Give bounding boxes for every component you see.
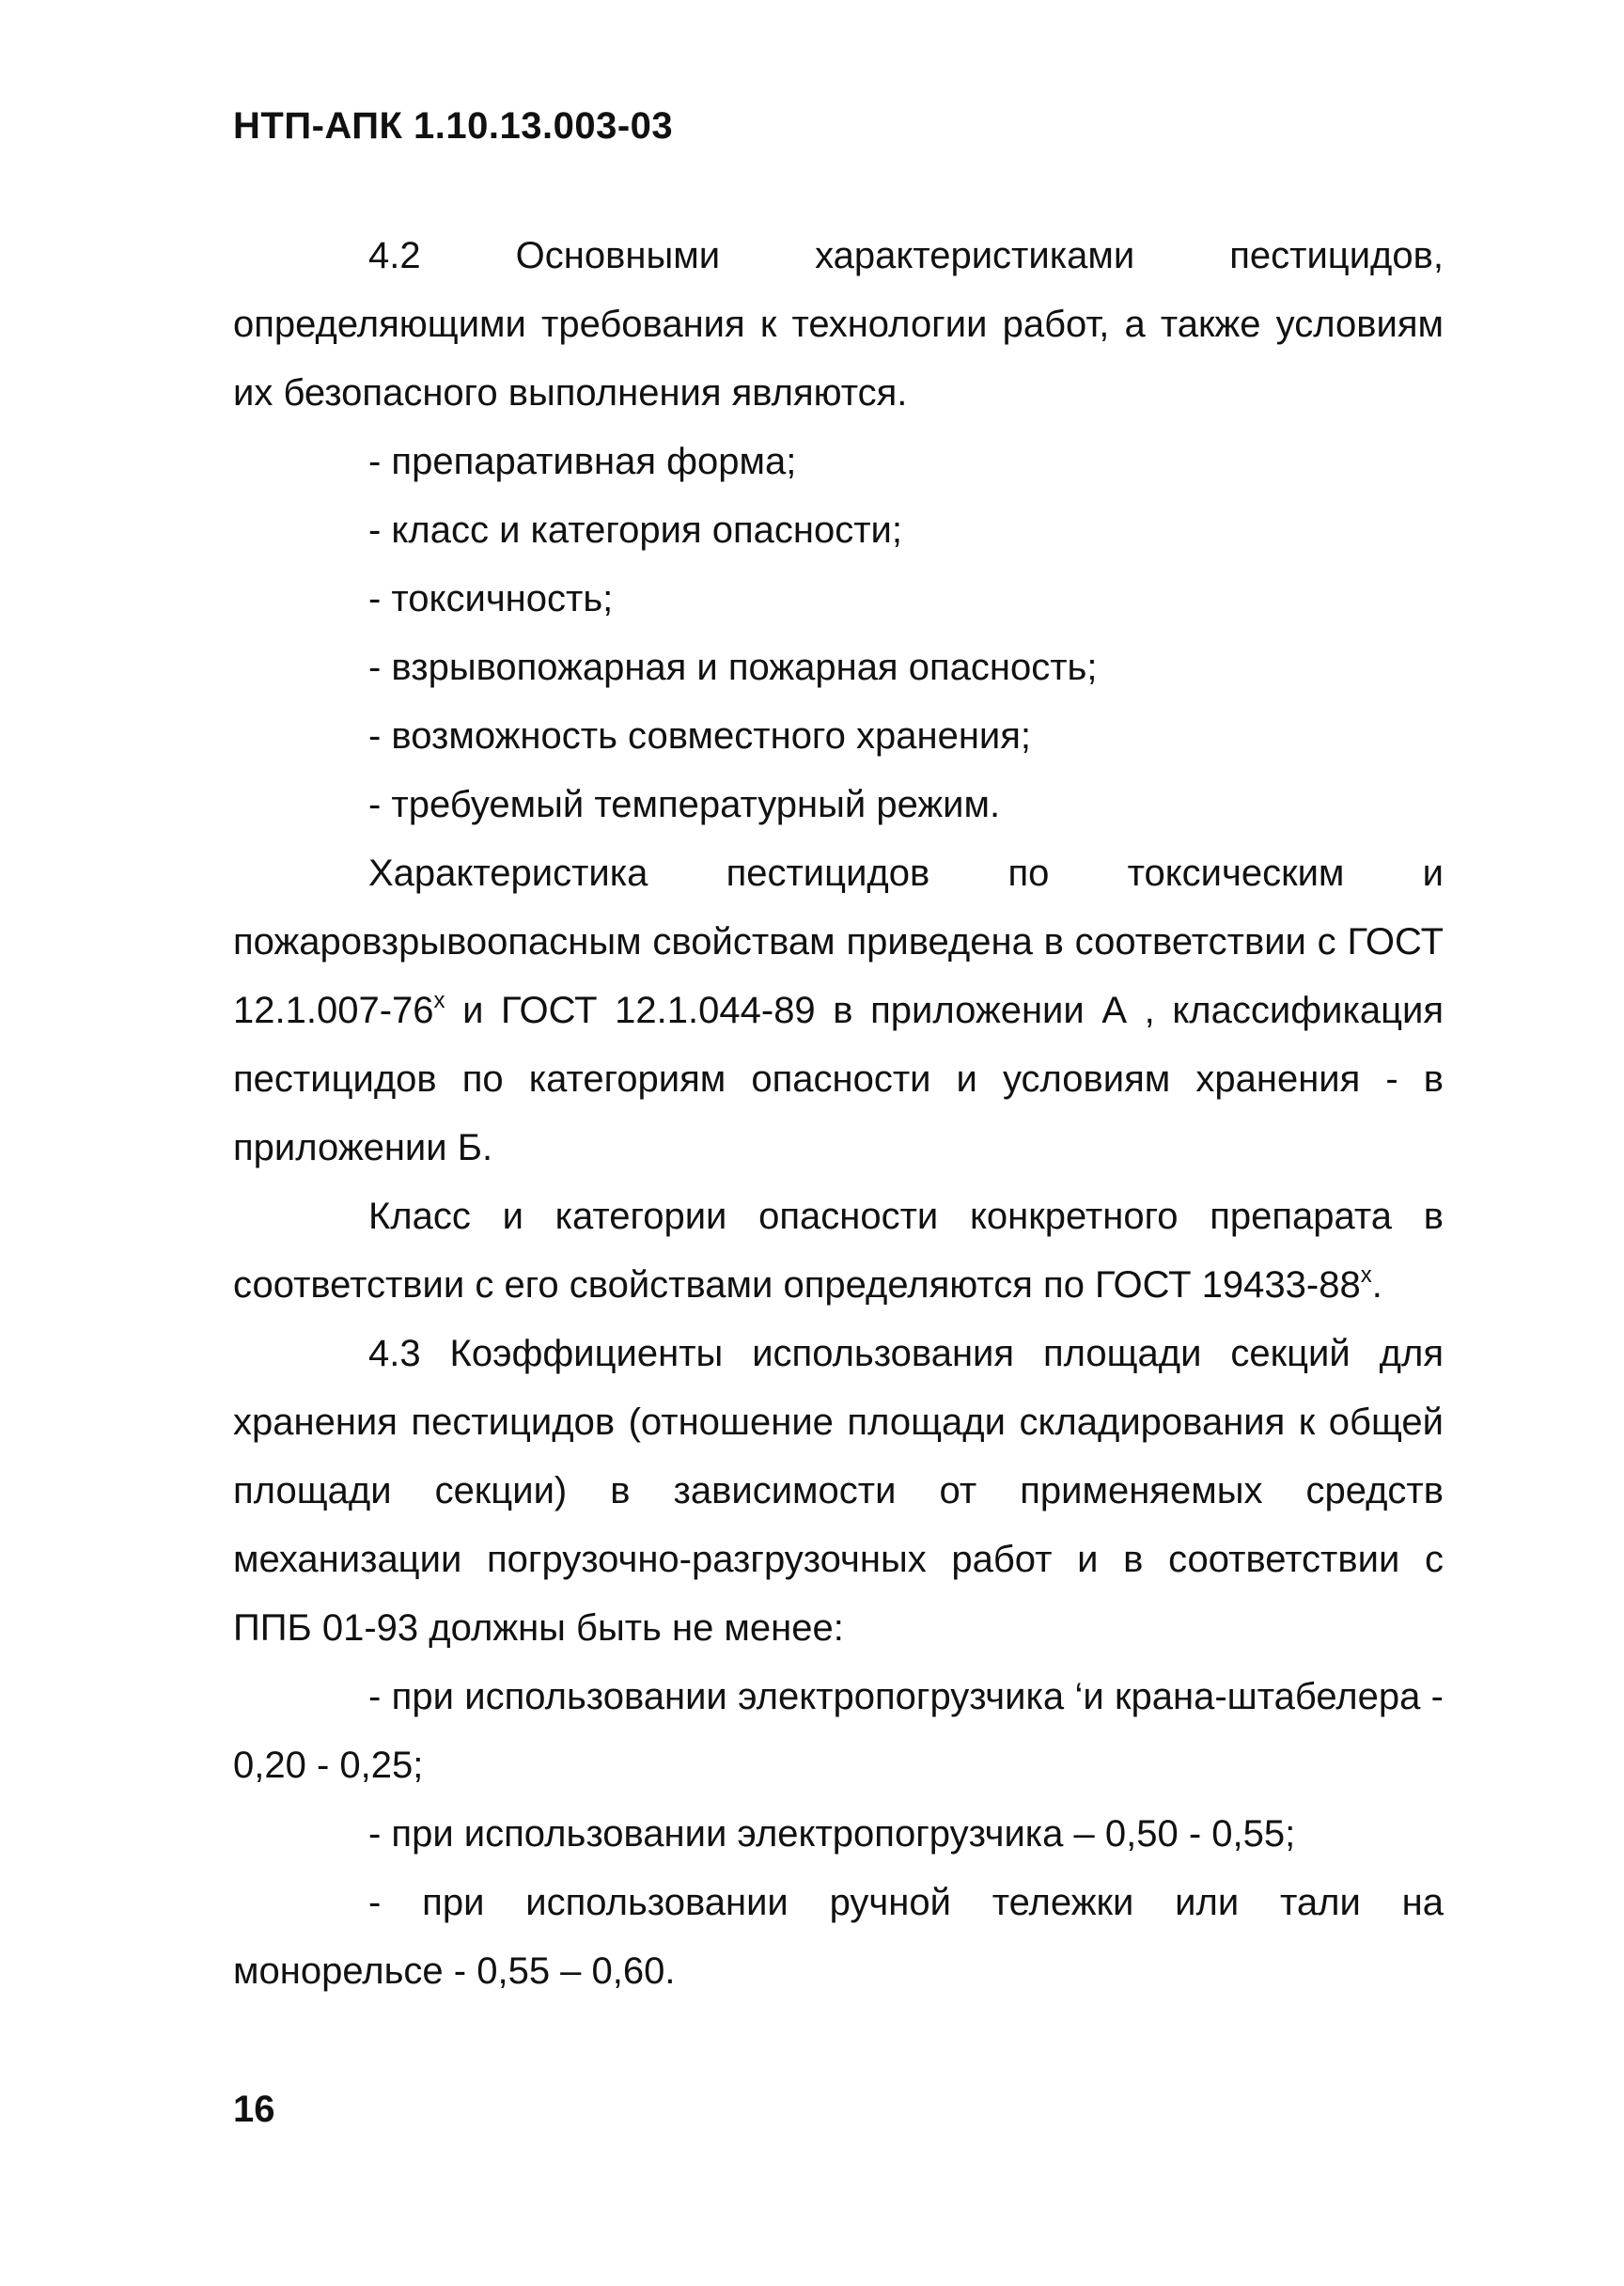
section-4-2-intro: 4.2 Основными характеристиками пестицидов, определяющими требования к технологии работ, а также условиям их безопасного выполнения являются. (233, 235, 1444, 414)
characteristics-paragraph (233, 839, 1444, 1182)
characteristics-text-part2: и ГОСТ 12.1.044-89 в приложении А , классификация пестицидов по категориям опасности и условиям хранения - в приложении Б. (233, 990, 1444, 1168)
list-item: - препаративная форма; (368, 441, 797, 482)
superscript-x: х (433, 988, 445, 1013)
section-4-3-intro: 4.3 Коэффициенты использования площади секций для хранения пестицидов (отношение площади складирования к общей площади секции) в зависимости от применяемых средств механизации погрузочно-разгрузочных работ и в соответствии с ППБ 01-93 должны быть не менее: (233, 1333, 1444, 1649)
characteristics-text-part1: Характеристика пестицидов по токсическим и пожаровзрывоопасным свойствам приведена в соответствии с ГОСТ 12.1.007-76 (233, 853, 1444, 1031)
hazard-class-text-part2: . (1371, 1264, 1382, 1306)
list-item: - при использовании электропогрузчика – 0,50 - 0,55; (368, 1813, 1296, 1855)
hazard-class-text-part1: Класс и категории опасности конкретного препарата в соответствии с его свойствами определяются по ГОСТ 19433-88 (233, 1196, 1444, 1306)
list-item: - при использовании электропогрузчика ‘и крана-штабелера - 0,20 - 0,25; (233, 1676, 1444, 1786)
hazard-class-paragraph (233, 1182, 1444, 1320)
superscript-x: х (1360, 1262, 1372, 1288)
list-item: - возможность совместного хранения; (368, 715, 1032, 757)
list-item: - взрывопожарная и пожарная опасность; (368, 647, 1098, 688)
document-code-header: НТП-АПК 1.10.13.003-03 (233, 105, 674, 147)
list-item: - требуемый температурный режим. (368, 784, 1001, 825)
list-item: - класс и категория опасности; (368, 509, 902, 551)
page-number: 16 (233, 2089, 275, 2130)
list-item: - при использовании ручной тележки или тали на монорельсе - 0,55 – 0,60. (233, 1882, 1444, 1992)
document-body (233, 222, 1444, 2006)
list-item: - токсичность; (368, 578, 614, 619)
